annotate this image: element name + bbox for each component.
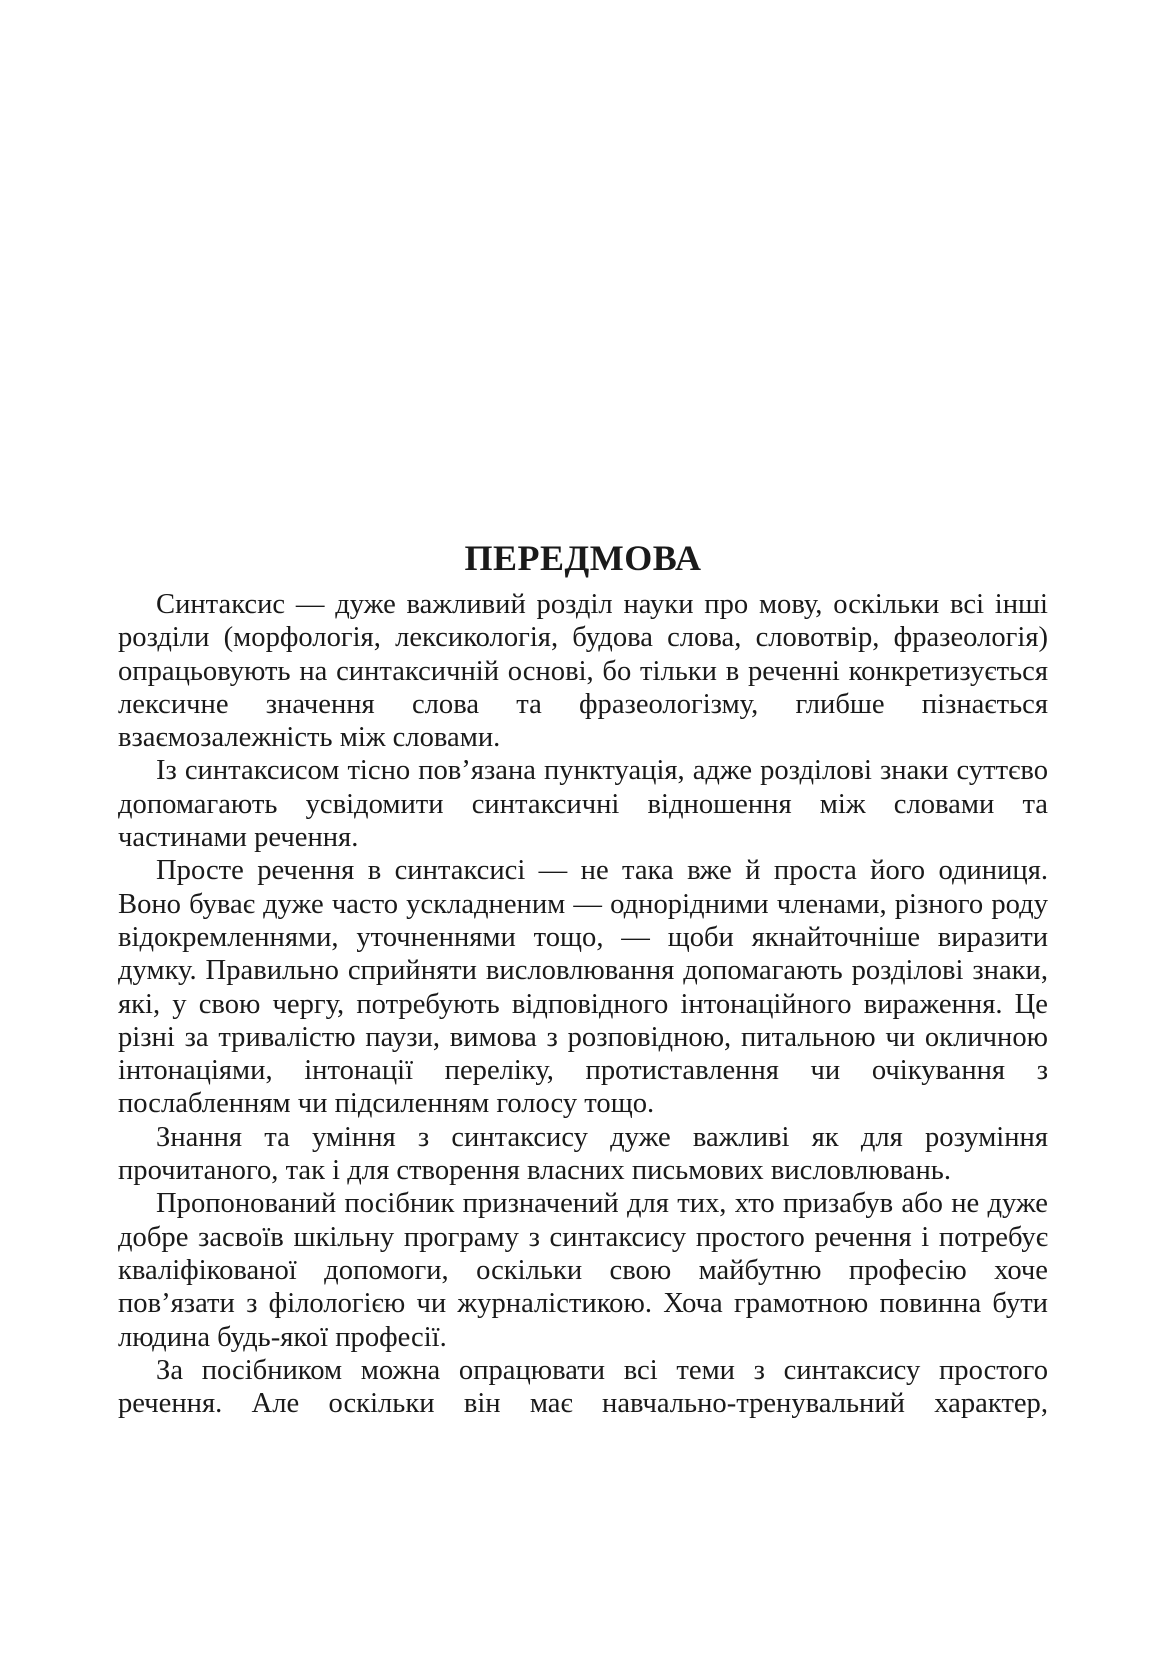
document-page xyxy=(118,538,1048,1420)
page-title: ПЕРЕДМОВА xyxy=(464,538,702,578)
paragraph-3: Просте речення в синтаксисі — не така вже й проста його одиниця. Воно буває дуже часто ускладненим — однорідними членами, різного роду відокремленнями, уточненнями тощо, — щоби якнайточніше виразити думку. Правильно сприйняти висловлювання допомагають розділові знаки, які, у свою чергу, потребують відповідного інтонаційного вираження. Це різні за тривалістю паузи, вимова з розповідною, питальною чи окличною інтонаціями, інтонації переліку, протиставлення чи очікування з послабленням чи підсиленням голосу тощо. xyxy=(118,855,1048,1120)
paragraph-1: Синтаксис — дуже важливий розділ науки про мову, оскільки всі інші розділи (морфологія, лексикологія, будова слова, словотвір, фразеологія) опрацьовують на синтаксичній основі, бо тільки в реченні конкретизується лексичне значення слова та фразеологізму, глибше пізнається взаємозалежність між словами. xyxy=(118,589,1048,754)
paragraph-6: За посібником можна опрацювати всі теми з синтаксису простого речення. Але оскільки він має навчально-тренувальний характер, xyxy=(118,1354,1048,1420)
paragraph-2: Із синтаксисом тісно пов’язана пунктуація, адже розділові знаки суттєво допомагають усвідомити синтаксичні відношення між словами та частинами речення. xyxy=(118,755,1048,854)
paragraph-4: Знання та уміння з синтаксису дуже важливі як для розуміння прочитаного, так і для створення власних письмових висловлювань. xyxy=(118,1121,1048,1187)
paragraph-5: Пропонований посібник призначений для тих, хто призабув або не дуже добре засвоїв шкільну програму з синтаксису простого речення і потребує кваліфікованої допомоги, оскільки свою майбутню професію хоче пов’язати з філологією чи журналістикою. Хоча грамотною повинна бути людина будь-якої професії. xyxy=(118,1188,1048,1353)
